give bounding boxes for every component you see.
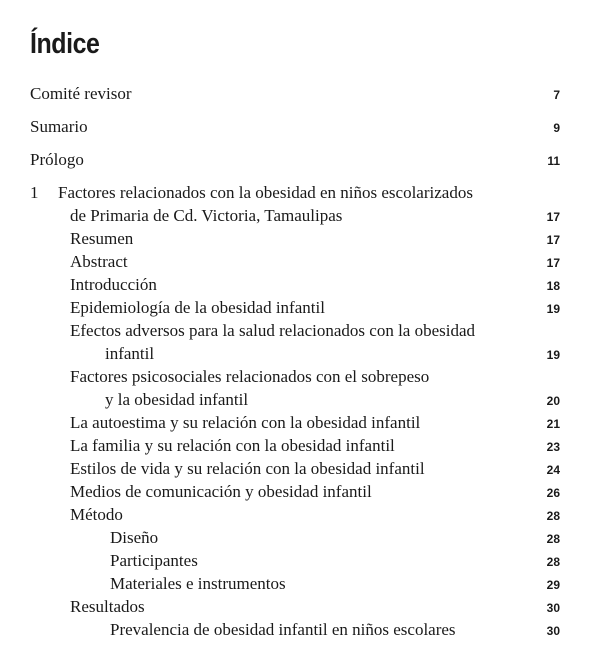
toc-entry-title: Prólogo bbox=[30, 150, 84, 169]
toc-entry-title: Efectos adversos para la salud relacionados con la obesidad bbox=[70, 321, 476, 340]
toc-entry-title: Factores relacionados con la obesidad en niños escolarizados bbox=[58, 183, 473, 202]
toc-page-number: 23 bbox=[546, 440, 560, 454]
toc-entry-title-continued: de Primaria de Cd. Victoria, Tamaulipas bbox=[70, 206, 343, 225]
toc-entry-title: Diseño bbox=[110, 528, 159, 547]
toc-page-number: 28 bbox=[546, 555, 560, 569]
toc-page-number: 28 bbox=[546, 532, 560, 546]
toc-entry-title: Factores psicosociales relacionados con el sobrepeso bbox=[70, 367, 430, 386]
toc-page-number: 19 bbox=[546, 348, 560, 362]
toc-entry-title: Participantes bbox=[110, 551, 198, 570]
toc-page-number: 24 bbox=[546, 463, 560, 477]
toc-entry-title: Resumen bbox=[70, 229, 134, 248]
toc-entry-title: Resultados bbox=[70, 597, 145, 616]
toc-page-number: 11 bbox=[547, 154, 560, 168]
toc-page-number: 30 bbox=[546, 624, 560, 638]
toc-page-number: 29 bbox=[546, 578, 560, 592]
toc-entry-title: La familia y su relación con la obesidad infantil bbox=[70, 436, 395, 455]
toc-page-number: 17 bbox=[546, 210, 560, 224]
toc-chapter-number: 1 bbox=[30, 183, 39, 202]
toc-entry-title: Materiales e instrumentos bbox=[110, 574, 286, 593]
toc-entry-title-continued: y la obesidad infantil bbox=[105, 390, 249, 409]
toc-entry-title: Abstract bbox=[70, 252, 128, 271]
toc-entry-title: Epidemiología de la obesidad infantil bbox=[70, 298, 325, 317]
toc-page-number: 18 bbox=[546, 279, 560, 293]
toc-entry-title: Comité revisor bbox=[30, 84, 132, 103]
toc-entry-title: Estilos de vida y su relación con la obesidad infantil bbox=[70, 459, 425, 478]
toc-entry-title: Sumario bbox=[30, 117, 88, 136]
toc-page-number: 9 bbox=[553, 121, 560, 135]
toc-page-number: 7 bbox=[553, 88, 560, 102]
toc-page-number: 17 bbox=[546, 256, 560, 270]
page-title: Índice bbox=[30, 28, 100, 60]
toc-page-number: 17 bbox=[546, 233, 560, 247]
toc-page-number: 28 bbox=[546, 509, 560, 523]
toc-page-number: 19 bbox=[546, 302, 560, 316]
toc-page-number: 21 bbox=[546, 417, 560, 431]
toc-entry-title: Método bbox=[70, 505, 123, 524]
toc-entry-title: Prevalencia de obesidad infantil en niños escolares bbox=[110, 620, 456, 639]
toc-page-number: 30 bbox=[546, 601, 560, 615]
toc-page-number: 26 bbox=[546, 486, 560, 500]
toc-entry-title: Medios de comunicación y obesidad infantil bbox=[70, 482, 372, 501]
toc-entry-title-continued: infantil bbox=[105, 344, 155, 363]
toc-entry-title: La autoestima y su relación con la obesidad infantil bbox=[70, 413, 421, 432]
toc-entry-title: Introducción bbox=[70, 275, 157, 294]
toc-page-number: 20 bbox=[546, 394, 560, 408]
